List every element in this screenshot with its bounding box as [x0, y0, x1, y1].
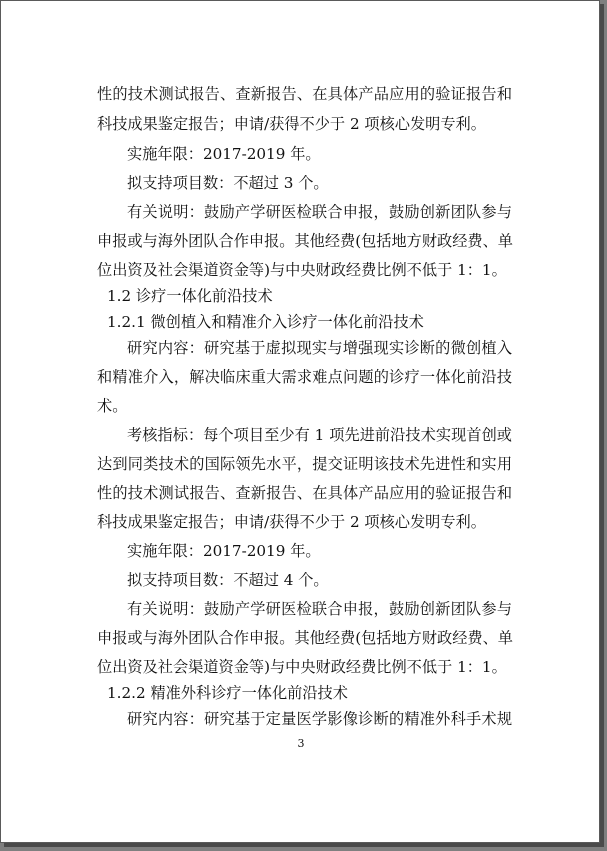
body-text-line: 申报或与海外团队合作申报。其他经费(包括地方财政经费、单 [97, 232, 513, 250]
body-text-line: 拟支持项目数：不超过 3 个。 [127, 174, 329, 192]
body-text-line: 研究内容：研究基于虚拟现实与增强现实诊断的微创植入 [127, 339, 512, 357]
body-text-line: 实施年限：2017-2019 年。 [127, 145, 321, 163]
body-text-line: 申报或与海外团队合作申报。其他经费(包括地方财政经费、单 [97, 629, 513, 647]
body-text-line: 术。 [97, 397, 128, 415]
section-heading: 1.2 诊疗一体化前沿技术 [107, 287, 273, 305]
body-text-line: 和精准介入，解决临床重大需求难点问题的诊疗一体化前沿技 [97, 368, 512, 386]
body-text-line: 位出资及社会渠道资金等)与中央财政经费比例不低于 1：1。 [97, 658, 507, 676]
page-number: 3 [297, 737, 305, 750]
body-text-line: 有关说明：鼓励产学研医检联合申报，鼓励创新团队参与 [127, 600, 512, 618]
body-text-line: 科技成果鉴定报告；申请/获得不少于 2 项核心发明专利。 [97, 115, 486, 133]
body-text-line: 拟支持项目数：不超过 4 个。 [127, 571, 329, 589]
body-text-line: 实施年限：2017-2019 年。 [127, 542, 321, 560]
body-text-line: 性的技术测试报告、查新报告、在具体产品应用的验证报告和 [97, 484, 512, 502]
subsection-heading: 1.2.2 精准外科诊疗一体化前沿技术 [107, 684, 348, 702]
body-text-line: 研究内容：研究基于定量医学影像诊断的精准外科手术规 [127, 710, 512, 728]
body-text-line: 科技成果鉴定报告；申请/获得不少于 2 项核心发明专利。 [97, 513, 486, 531]
body-text-line: 性的技术测试报告、查新报告、在具体产品应用的验证报告和 [97, 85, 512, 103]
subsection-heading: 1.2.1 微创植入和精准介入诊疗一体化前沿技术 [107, 313, 424, 331]
body-text-line: 位出资及社会渠道资金等)与中央财政经费比例不低于 1：1。 [97, 261, 507, 279]
body-text-line: 有关说明：鼓励产学研医检联合申报，鼓励创新团队参与 [127, 203, 512, 221]
body-text-line: 达到同类技术的国际领先水平，提交证明该技术先进性和实用 [97, 455, 512, 473]
body-text-line: 考核指标：每个项目至少有 1 项先进前沿技术实现首创或 [127, 426, 512, 444]
